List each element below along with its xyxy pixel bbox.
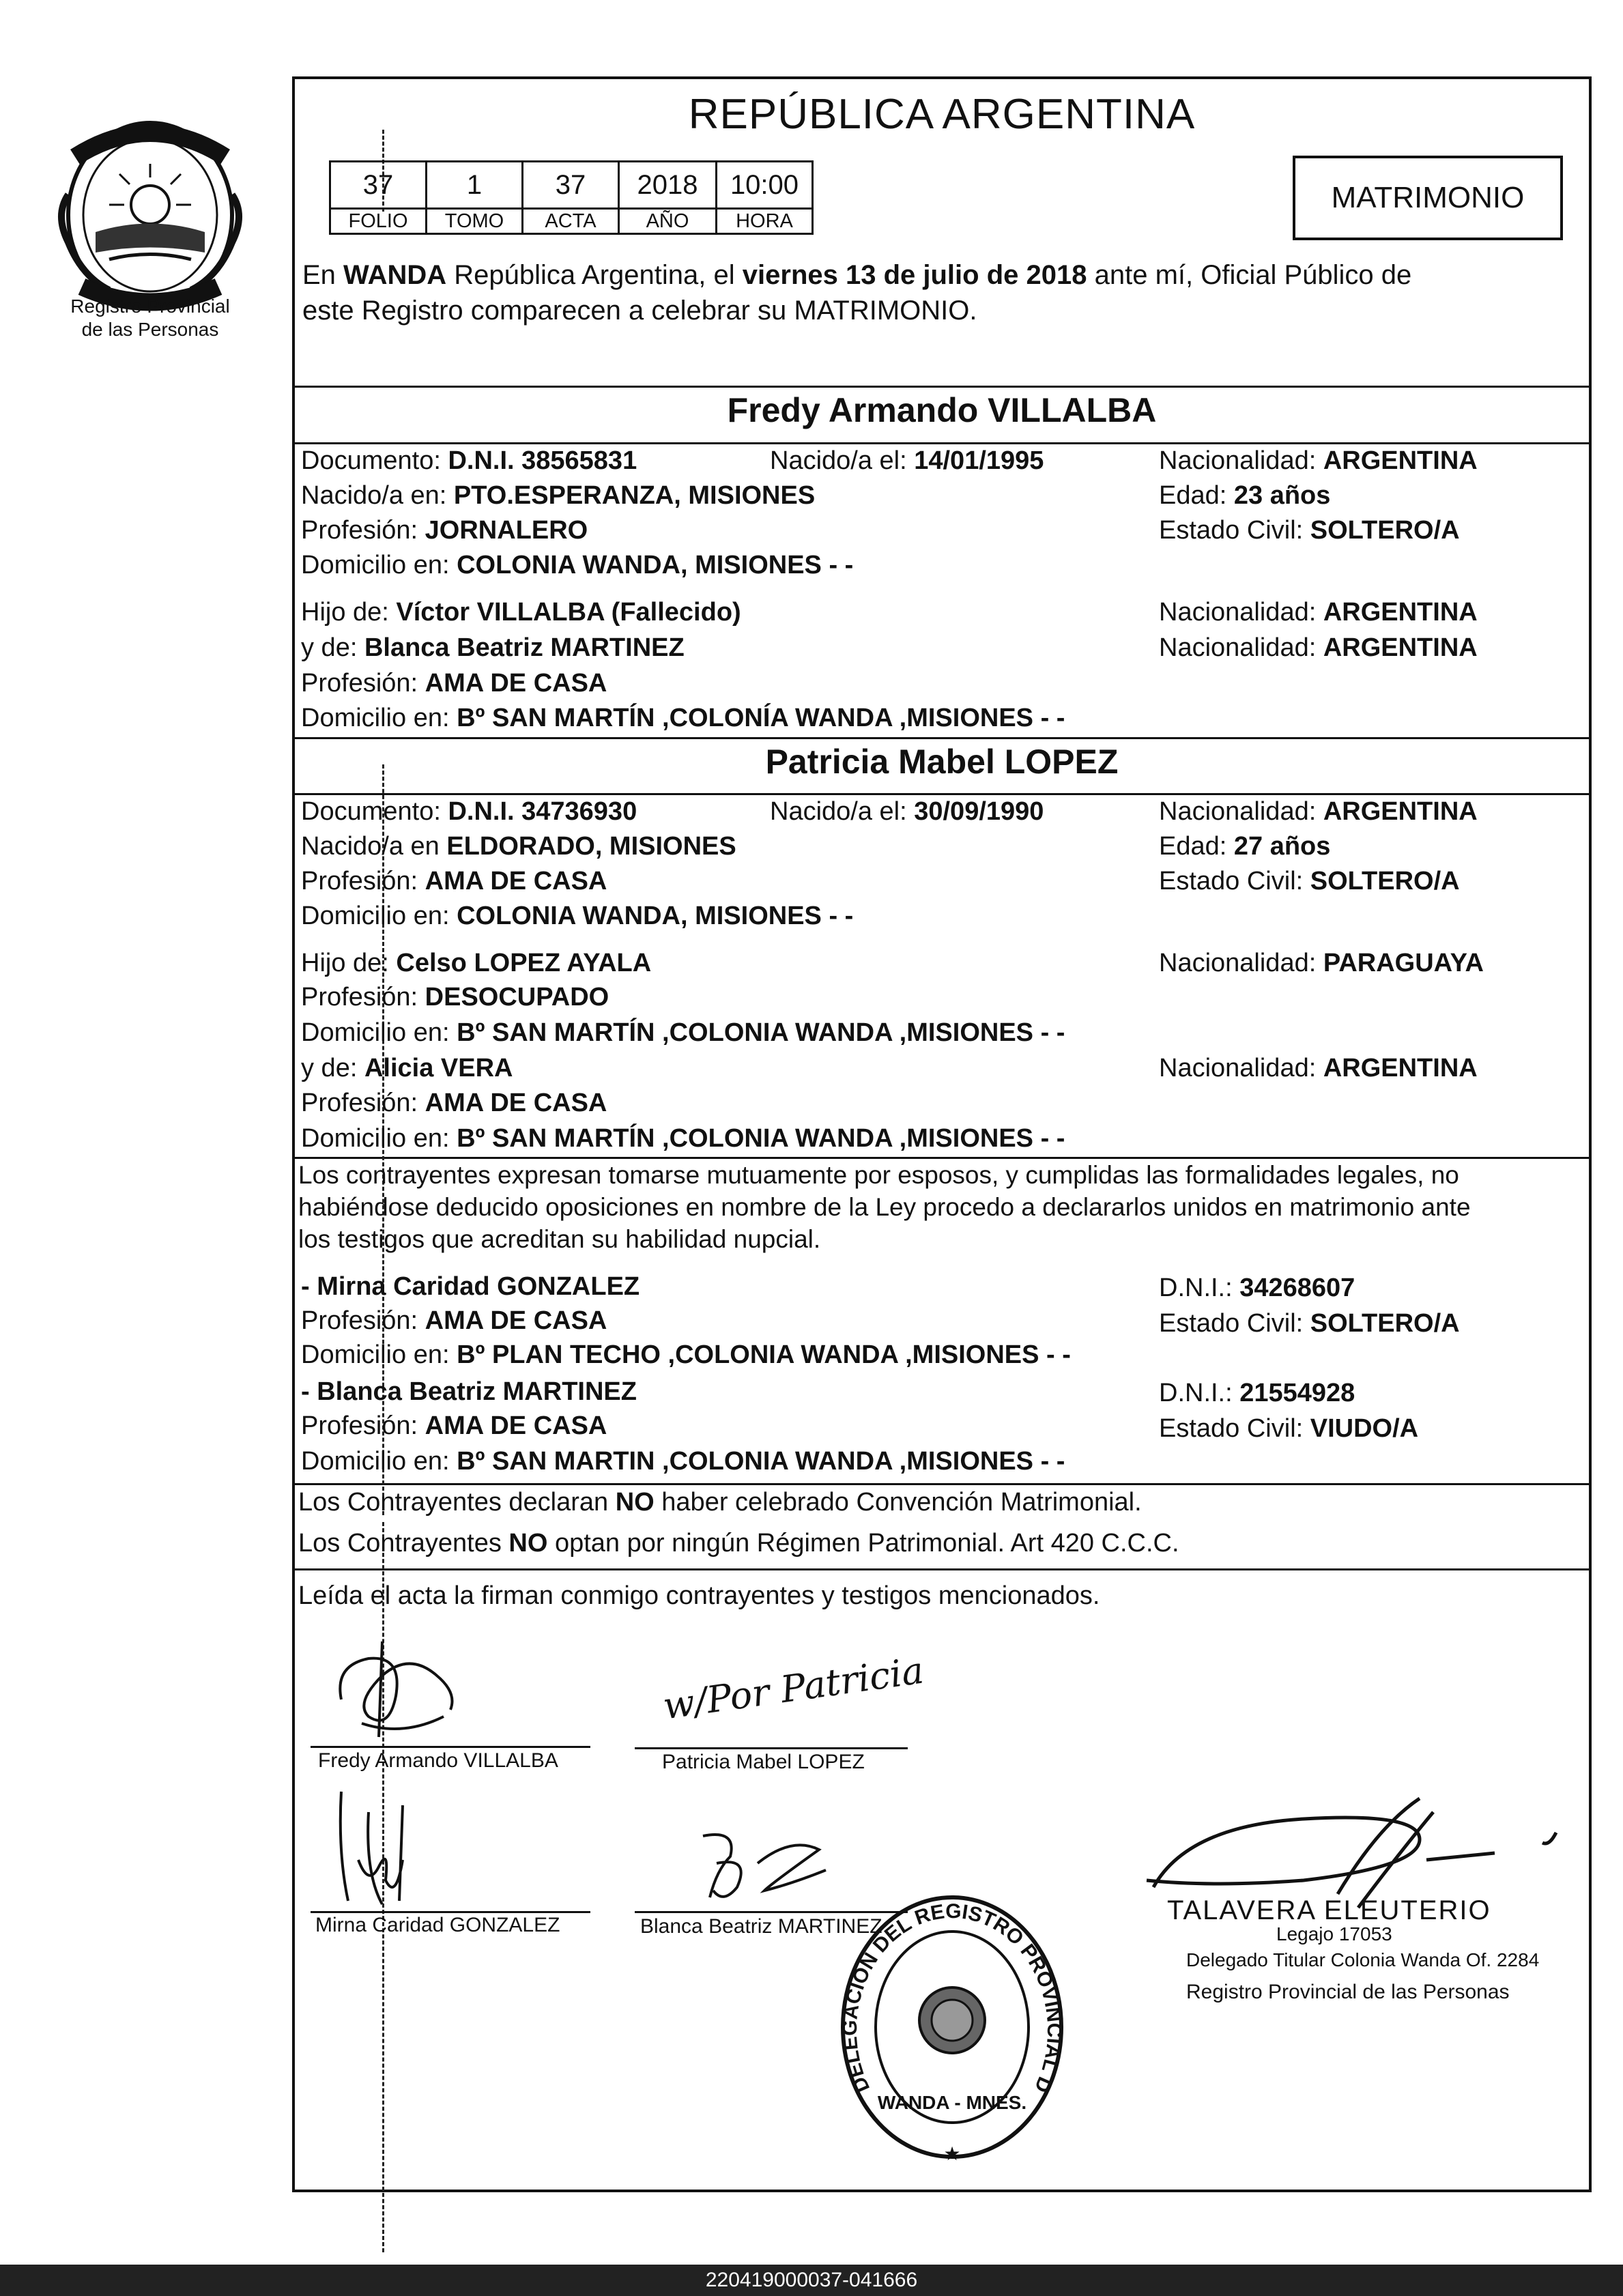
signature-blanca [689, 1822, 839, 1918]
svg-text:WANDA - MNES.: WANDA - MNES. [877, 2092, 1027, 2113]
spouse1-nationality: Nacionalidad: ARGENTINA [1159, 446, 1478, 475]
witness1-name: - Mirna Caridad GONZALEZ [301, 1272, 640, 1301]
tomo-label: TOMO [427, 209, 523, 234]
officer-registry: Registro Provincial de las Personas [1186, 1981, 1510, 2003]
spouse2-mother-nationality: Nacionalidad: ARGENTINA [1159, 1054, 1478, 1082]
witness2-dni: D.N.I.: 21554928 [1159, 1379, 1355, 1407]
hour-label: HORA [717, 209, 813, 234]
signature-label-fredy: Fredy Armando VILLALBA [318, 1749, 558, 1772]
signature-patricia: w/Por Patricia [660, 1648, 927, 1728]
spouse2-name: Patricia Mabel LOPEZ [765, 743, 1119, 781]
year-label: AÑO [619, 209, 717, 234]
spouse1-address: Domicilio en: COLONIA WANDA, MISIONES - - [301, 551, 854, 579]
declaration-line-1: Los contrayentes expresan tomarse mutuamente por esposos, y cumplidas las formalidades legales, no [298, 1161, 1459, 1189]
spouse2-father-profession: Profesión: DESOCUPADO [301, 983, 609, 1011]
witness1-civil-status: Estado Civil: SOLTERO/A [1159, 1309, 1460, 1338]
closing-statement: Leída el acta la firman conmigo contrayentes y testigos mencionados. [298, 1581, 1100, 1610]
spouse2-profession: Profesión: AMA DE CASA [301, 867, 607, 895]
spouse2-birthplace: Nacido/a en ELDORADO, MISIONES [301, 832, 736, 861]
spouse1-age: Edad: 23 años [1159, 481, 1331, 510]
spouse1-name: Fredy Armando VILLALBA [727, 391, 1157, 429]
spouse1-birthplace: Nacido/a en: PTO.ESPERANZA, MISIONES [301, 481, 816, 510]
svg-text:DELEGACION DEL REGISTRO PROVIN: DELEGACION DEL REGISTRO PROVINCIAL DE LAS PERSONAS [821, 1866, 1066, 2096]
divider [292, 386, 1592, 388]
acta-label: ACTA [523, 209, 619, 234]
spouse1-civil-status: Estado Civil: SOLTERO/A [1159, 516, 1460, 545]
spouse1-mother-nationality: Nacionalidad: ARGENTINA [1159, 633, 1478, 662]
year-value: 2018 [619, 162, 717, 209]
tomo-value: 1 [427, 162, 523, 209]
signature-fredy [321, 1635, 478, 1747]
officer-name: TALAVERA ELEUTERIO [1167, 1895, 1491, 1925]
svg-text:★: ★ [943, 2143, 961, 2164]
spouse2-nationality: Nacionalidad: ARGENTINA [1159, 797, 1478, 826]
spouse1-birthdate: Nacido/a el: 14/01/1995 [770, 446, 1044, 475]
signature-label-blanca: Blanca Beatriz MARTINEZ [640, 1915, 882, 1938]
spouse1-mother-address: Domicilio en: Bº SAN MARTÍN ,COLONÍA WANDA ,MISIONES - - [301, 704, 1065, 732]
provincia-misiones-seal [48, 113, 253, 317]
acta-value: 37 [523, 162, 619, 209]
spouse1-document: Documento: D.N.I. 38565831 [301, 446, 637, 475]
spouse2-address: Domicilio en: COLONIA WANDA, MISIONES - - [301, 902, 854, 930]
officer-legajo: Legajo 17053 [1276, 1923, 1392, 1945]
document-type-box: MATRIMONIO [1293, 156, 1563, 240]
spouse2-civil-status: Estado Civil: SOLTERO/A [1159, 867, 1460, 895]
spouse2-age: Edad: 27 años [1159, 832, 1331, 861]
spouse1-father: Hijo de: Víctor VILLALBA (Fallecido) [301, 598, 741, 627]
witness2-address: Domicilio en: Bº SAN MARTIN ,COLONIA WANDA ,MISIONES - - [301, 1447, 1065, 1476]
witness2-civil-status: Estado Civil: VIUDO/A [1159, 1414, 1419, 1443]
witness2-name: - Blanca Beatriz MARTINEZ [301, 1377, 637, 1406]
folio-value: 37 [330, 162, 427, 209]
registry-caption: Registro Provincial de las Personas [70, 296, 230, 340]
witness1-dni: D.N.I.: 34268607 [1159, 1274, 1355, 1302]
witness1-address: Domicilio en: Bº PLAN TECHO ,COLONIA WANDA ,MISIONES - - [301, 1340, 1071, 1369]
signature-label-patricia: Patricia Mabel LOPEZ [662, 1751, 865, 1773]
officer-title: Delegado Titular Colonia Wanda Of. 2284 [1186, 1949, 1540, 1970]
folio-table [329, 160, 814, 235]
divider [292, 737, 1592, 739]
convention-line-2: Los Contrayentes NO optan por ningún Régimen Patrimonial. Art 420 C.C.C. [298, 1529, 1179, 1558]
spouse2-father-address: Domicilio en: Bº SAN MARTÍN ,COLONIA WANDA ,MISIONES - - [301, 1018, 1065, 1047]
spouse2-birthdate: Nacido/a el: 30/09/1990 [770, 797, 1044, 826]
signature-label-mirna: Mirna Caridad GONZALEZ [315, 1914, 560, 1936]
spouse2-mother-address: Domicilio en: Bº SAN MARTÍN ,COLONIA WANDA ,MISIONES - - [301, 1124, 1065, 1153]
spouse1-mother-profession: Profesión: AMA DE CASA [301, 669, 607, 698]
signature-mirna [328, 1785, 430, 1914]
spouse1-profession: Profesión: JORNALERO [301, 516, 588, 545]
document-code-bar: 220419000037-041666 [0, 2265, 1623, 2296]
folio-label: FOLIO [330, 209, 427, 234]
hour-value: 10:00 [717, 162, 813, 209]
country-title: REPÚBLICA ARGENTINA [688, 91, 1196, 138]
spouse1-mother: y de: Blanca Beatriz MARTINEZ [301, 633, 685, 662]
witness1-profession: Profesión: AMA DE CASA [301, 1306, 607, 1335]
signature-line [311, 1746, 590, 1748]
spouse2-father: Hijo de: Celso LOPEZ AYALA [301, 949, 652, 977]
intro-line-2: este Registro comparecen a celebrar su MATRIMONIO. [302, 296, 977, 326]
spouse2-document: Documento: D.N.I. 34736930 [301, 797, 637, 826]
witness2-profession: Profesión: AMA DE CASA [301, 1411, 607, 1440]
divider [292, 1568, 1592, 1570]
spouse2-mother-profession: Profesión: AMA DE CASA [301, 1089, 607, 1117]
signature-line [635, 1747, 908, 1749]
spouse1-father-nationality: Nacionalidad: ARGENTINA [1159, 598, 1478, 627]
intro-line-1: En WANDA República Argentina, el viernes 13 de julio de 2018 ante mí, Oficial Público de [302, 260, 1412, 290]
convention-line-1: Los Contrayentes declaran NO haber celebrado Convención Matrimonial. [298, 1488, 1142, 1517]
signature-line [311, 1911, 590, 1913]
declaration-line-3: los testigos que acreditan su habilidad nupcial. [298, 1225, 821, 1253]
spouse2-mother: y de: Alicia VERA [301, 1054, 513, 1082]
spouse2-father-nationality: Nacionalidad: PARAGUAYA [1159, 949, 1484, 977]
declaration-line-2: habiéndose deducido oposiciones en nombre de la Ley procedo a declararlos unidos en matrimonio ante [298, 1193, 1471, 1221]
delegation-stamp [821, 1866, 1075, 2170]
